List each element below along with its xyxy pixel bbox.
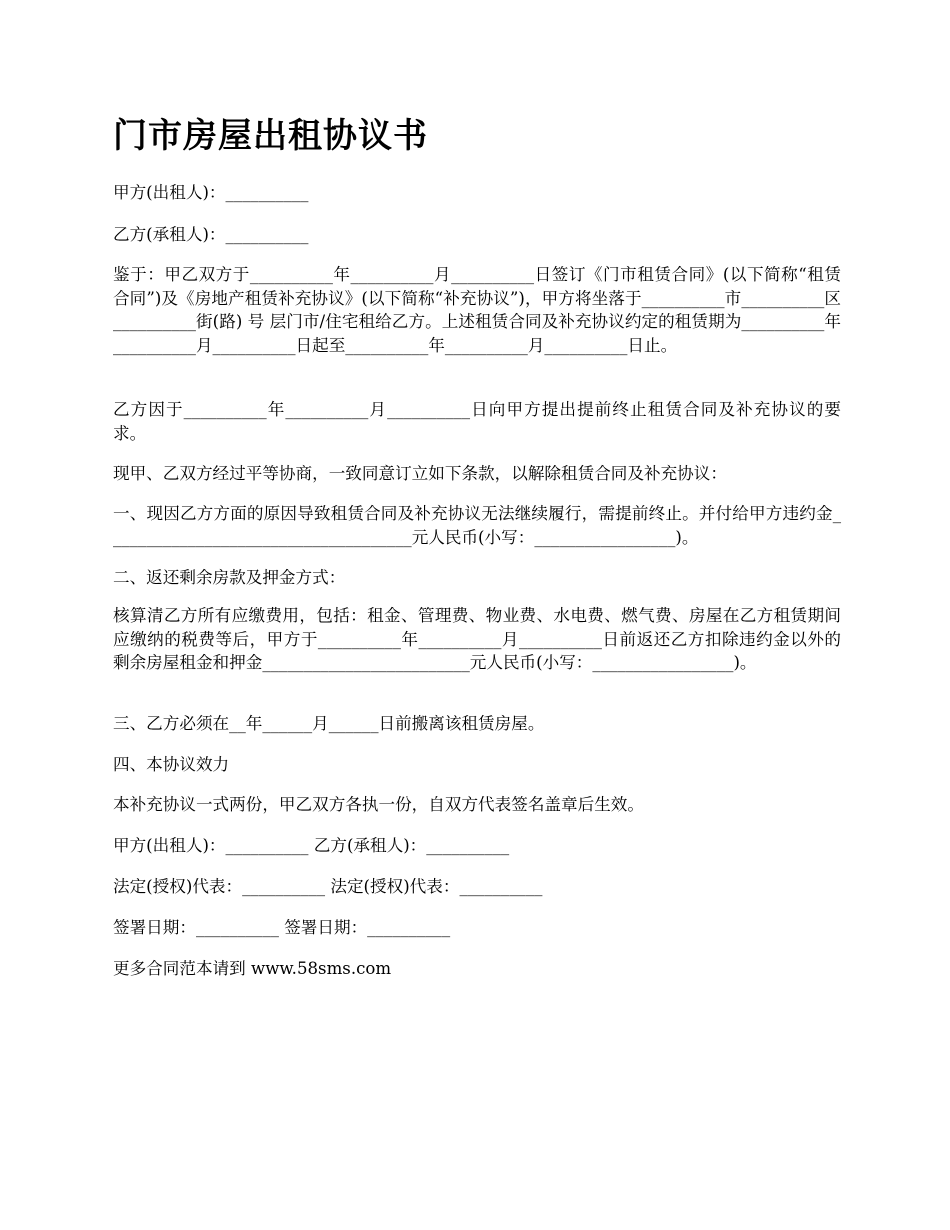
party-a-line: 甲方(出租人)：__________ — [113, 183, 309, 202]
footer-link-line: 更多合同范本请到 www.58sms.com — [113, 959, 392, 978]
clause-4-heading: 四、本协议效力 — [113, 755, 230, 774]
signature-representatives-line: 法定(授权)代表：__________ 法定(授权)代表：__________ — [113, 877, 543, 896]
whereas-paragraph: 鉴于：甲乙双方于__________年__________月__________日签订《门市租赁合同》(以下简称“租赁合同”)及《房地产租赁补充协议》(以下简称“补充协议”)，甲方将坐落于__________市__________区__________街(路) 号 层门市/住宅租给乙方。上述租赁合同及补充协议约定的租赁期为__________年__________月__________日起至__________年__________月__________日止。 — [113, 265, 841, 355]
refund-paragraph: 核算清乙方所有应缴费用，包括：租金、管理费、物业费、水电费、燃气费、房屋在乙方租赁期间应缴纳的税费等后，甲方于__________年__________月__________日前返还乙方扣除违约金以外的剩余房屋租金和押金_________________________元人民币(小写：_________________)。 — [113, 606, 841, 672]
effect-paragraph: 本补充协议一式两份，甲乙双方各执一份，自双方代表签名盖章后生效。 — [113, 795, 644, 814]
clause-2-heading: 二、返还剩余房款及押金方式： — [113, 568, 346, 587]
termination-request-paragraph: 乙方因于__________年__________月__________日向甲方提出提前终止租赁合同及补充协议的要求。 — [113, 400, 841, 443]
signature-dates-line: 签署日期：__________ 签署日期：__________ — [113, 918, 451, 937]
clause-3-paragraph: 三、乙方必须在__年______月______日前搬离该租赁房屋。 — [113, 714, 545, 733]
agreement-intro-paragraph: 现甲、乙双方经过平等协商，一致同意订立如下条款，以解除租赁合同及补充协议： — [113, 464, 727, 483]
document-title: 门市房屋出租协议书 — [113, 116, 428, 156]
signature-parties-line: 甲方(出租人)：__________ 乙方(承租人)：__________ — [113, 836, 510, 855]
clause-1-paragraph: 一、现因乙方方面的原因导致租赁合同及补充协议无法继续履行，需提前终止。并付给甲方违约金_____________________________________元人民币(小写：_________________)。 — [113, 504, 841, 547]
party-b-line: 乙方(承租人)：__________ — [113, 225, 309, 244]
